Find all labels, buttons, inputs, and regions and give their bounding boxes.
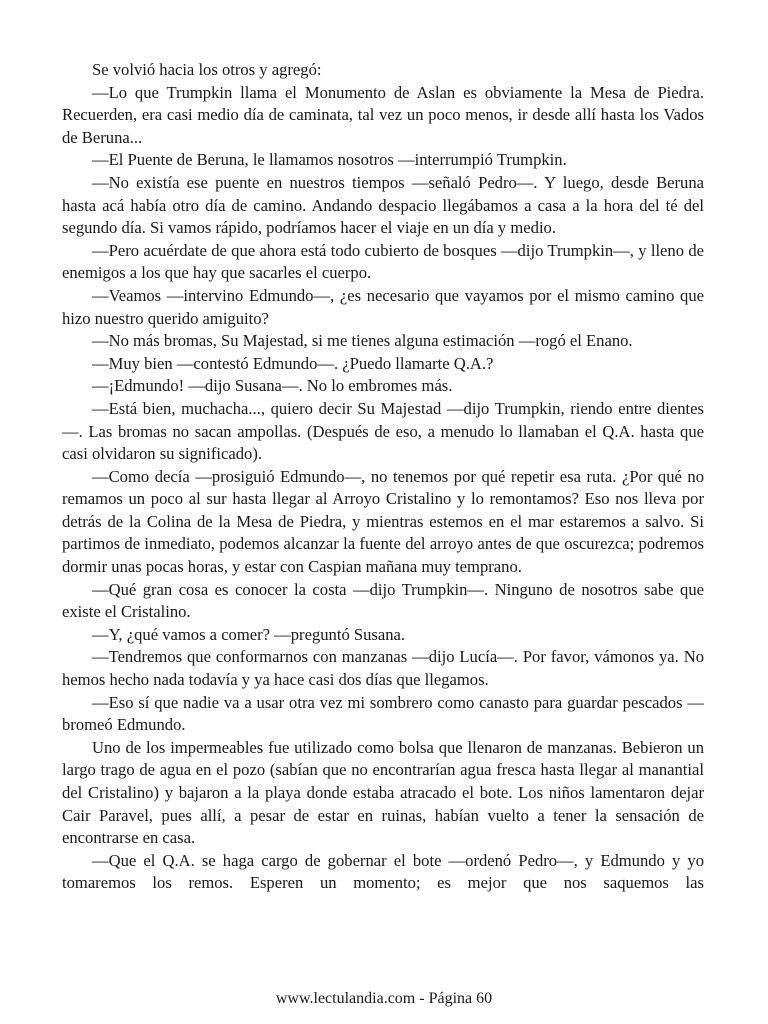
paragraph-continued: —Que el Q.A. se haga cargo de gobernar el bote —ordenó Pedro—, y Edmundo y yo tomaremos los remos. Esperen un momento; es mejor que nos saquemos las	[62, 850, 704, 893]
paragraph: —Tendremos que conformarnos con manzanas —dijo Lucía—. Por favor, vámonos ya. No hemos hecho nada todavía y ya hace casi dos días que llegamos.	[62, 647, 704, 690]
page-footer: www.lectulandia.com - Página 60	[275, 990, 493, 1007]
page-body	[62, 59, 704, 895]
paragraph: —Está bien, muchacha..., quiero decir Su Majestad —dijo Trumpkin, riendo entre dientes—. Las bromas no sacan ampollas. (Después de eso, a menudo lo llamaban el Q.A. hasta que casi olvidaron su significado).	[62, 398, 704, 464]
paragraph: —Y, ¿qué vamos a comer? —preguntó Susana.	[92, 624, 406, 644]
paragraph: —Veamos —intervino Edmundo—, ¿es necesario que vayamos por el mismo camino que hizo nuestro querido amiguito?	[62, 285, 704, 328]
paragraph: —No más bromas, Su Majestad, si me tienes alguna estimación —rogó el Enano.	[92, 331, 633, 351]
paragraph: —Pero acuérdate de que ahora está todo cubierto de bosques —dijo Trumpkin—, y lleno de enemigos a los que hay que sacarles el cuerpo.	[62, 240, 704, 283]
paragraph: —El Puente de Beruna, le llamamos nosotros —interrumpió Trumpkin.	[92, 150, 567, 170]
paragraph: —¡Edmundo! —dijo Susana—. No lo embromes más.	[92, 376, 453, 396]
paragraph: —Como decía —prosiguió Edmundo—, no tenemos por qué repetir esa ruta. ¿Por qué no remamos un poco al sur hasta llegar al Arroyo Cristalino y lo remontamos? Eso nos lleva por detrás de la Colina de la Mesa de Piedra, y mientras estemos en el mar estaremos a salvo. Si partimos de inmediato, podemos alcanzar la fuente del arroyo antes de que oscurezca; podremos dormir unas pocas horas, y estar con Caspian mañana muy temprano.	[62, 466, 704, 577]
paragraph: —Eso sí que nadie va a usar otra vez mi sombrero como canasto para guardar pescados —bromeó Edmundo.	[62, 692, 704, 735]
paragraph: Se volvió hacia los otros y agregó:	[92, 60, 322, 79]
paragraph: —No existía ese puente en nuestros tiempos —señaló Pedro—. Y luego, desde Beruna hasta acá había otro día de camino. Andando despacio llegábamos a casa a la hora del té del segundo día. Si vamos rápido, podríamos hacer el viaje en un día y medio.	[62, 172, 704, 238]
paragraph: —Lo que Trumpkin llama el Monumento de Aslan es obviamente la Mesa de Piedra. Recuerden, era casi medio día de caminata, tal vez un poco menos, ir desde allí hasta los Vados de Beruna...	[62, 82, 704, 147]
paragraph: Uno de los impermeables fue utilizado como bolsa que llenaron de manzanas. Bebieron un largo trago de agua en el pozo (sabían que no encontrarían agua fresca hasta llegar al manantial del Cristalino) y bajaron a la playa donde estaba atracado el bote. Los niños lamentaron dejar Cair Paravel, pues allí, a pesar de estar en ruinas, habían vuelto a tener la sensación de encontrarse en casa.	[62, 737, 704, 848]
paragraph: —Qué gran cosa es conocer la costa —dijo Trumpkin—. Ninguno de nosotros sabe que existe el Cristalino.	[62, 579, 704, 622]
paragraph: —Muy bien —contestó Edmundo—. ¿Puedo llamarte Q.A.?	[92, 353, 494, 373]
